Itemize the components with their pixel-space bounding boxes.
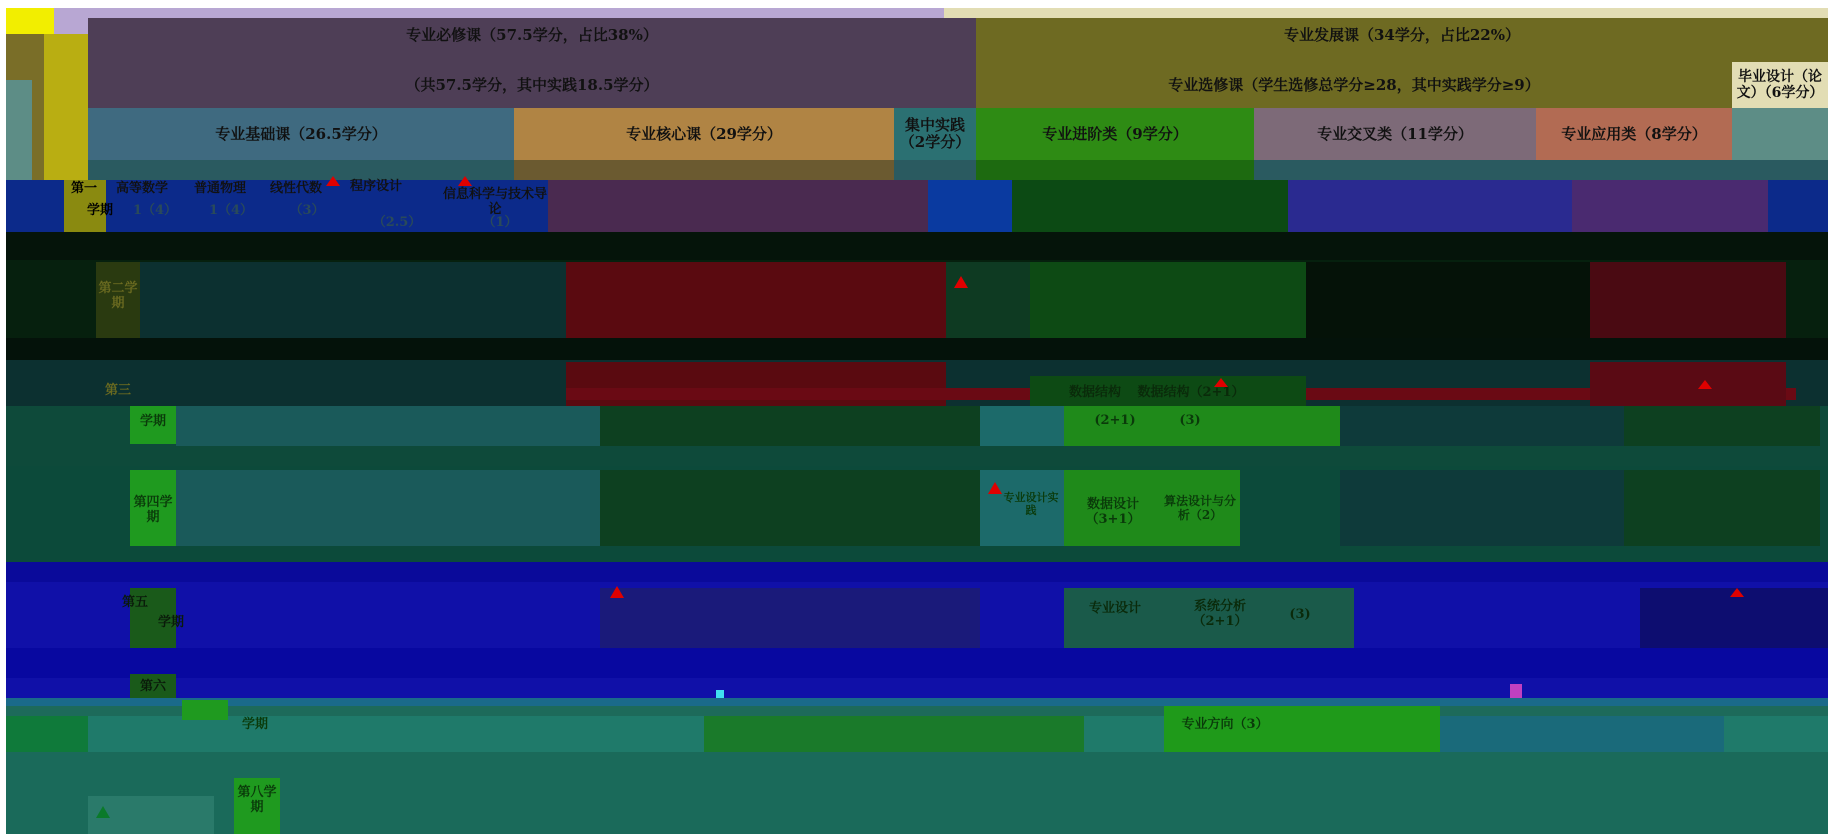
sem6-cross	[1440, 716, 1724, 752]
glitch-magenta-bar	[1510, 684, 1522, 698]
sem3-marker-icon	[1214, 378, 1228, 387]
sem5-label-a: 第五	[121, 594, 148, 610]
sem1-course-2: 线性代数	[269, 180, 322, 196]
sem1-band-navy	[928, 180, 1012, 232]
sem4-label: 第四学期	[133, 495, 173, 525]
sem3-applied	[1590, 362, 1786, 406]
elective-title: 专业选修课（学生选修总学分≥28，其中实践学分≥9）	[1168, 75, 1540, 94]
sem5-cell-a: 专业设计	[1088, 600, 1141, 616]
sem5-core	[600, 588, 980, 648]
sem3-cell-a: 数据结构	[1068, 384, 1121, 400]
sem1-stub-label: 第一	[70, 180, 97, 196]
sem5-applied-marker-icon	[1730, 588, 1744, 597]
sem8-label: 第八学期	[237, 785, 277, 815]
sem4-cross	[1340, 470, 1624, 546]
category-strip-green	[976, 160, 1254, 180]
sem2-core-marker-icon	[954, 276, 968, 288]
sem6-core	[704, 716, 1084, 752]
sem3b-teal	[176, 406, 600, 446]
category-grad-bg	[1732, 108, 1828, 160]
sem1-course-0: 高等数学	[115, 180, 168, 196]
sem4-cell-a: 专业设计实践	[1003, 491, 1059, 517]
corner-yellow-cell	[6, 8, 54, 34]
sem4-cell-c: 算法设计与分析（2）	[1163, 494, 1236, 522]
sem1-band-purple-2	[1572, 180, 1768, 232]
sem2-label: 第二学期	[98, 281, 138, 311]
category-practice: 集中实践（2学分）	[899, 116, 971, 151]
sem6-green-stub	[182, 700, 228, 720]
sem6-strip-top	[6, 698, 1828, 706]
sem5-applied	[1640, 588, 1828, 648]
sem6-label-a: 第六	[139, 678, 166, 694]
sem1-band-purple-1	[548, 180, 928, 232]
sem1-credit-4: （1）	[482, 214, 518, 230]
sem1-credit-1: 1（4）	[208, 202, 254, 218]
required-title: 专业必修课（57.5学分，占比38%）	[406, 25, 658, 44]
sem5-core-marker-icon	[610, 586, 624, 598]
sem4-basic	[176, 470, 600, 546]
required-credits: （共57.5学分，其中实践18.5学分）	[405, 75, 659, 94]
category-applied: 专业应用类（8学分）	[1561, 124, 1707, 143]
category-strip-core	[514, 160, 894, 180]
sem1-band-blue	[1288, 180, 1572, 232]
sem1-band-green	[1012, 180, 1288, 232]
yellow-column	[44, 34, 88, 180]
sem4-cell-b: 数据设计（3+1）	[1085, 497, 1141, 527]
sem2-advanced	[1030, 262, 1306, 338]
sem1-course-4: 信息科学与技术导论	[442, 187, 547, 217]
sem2-basic	[140, 262, 566, 338]
sem3-cell-b: 数据结构（2+1）	[1137, 384, 1245, 400]
separator-black-1	[6, 232, 1828, 260]
sem2-applied	[1590, 262, 1786, 338]
sem2-cross	[1306, 262, 1590, 338]
sem3b-cross	[1340, 406, 1624, 446]
sem2-practice	[946, 262, 1030, 338]
sem6-cell-a: 专业方向（3）	[1181, 716, 1269, 732]
sem5-darker	[6, 648, 1828, 678]
sem1-course-1: 普通物理	[193, 180, 246, 196]
category-core: 专业核心课（29学分）	[626, 124, 782, 143]
sem1-sub-label: 学期	[86, 202, 113, 218]
category-basic: 专业基础课（26.5学分）	[215, 124, 387, 143]
sem5-label-b: 学期	[157, 614, 184, 630]
category-advanced: 专业进阶类（9学分）	[1042, 124, 1188, 143]
sem3b-cell-d: (3)	[1179, 412, 1201, 428]
sem3b-label: 学期	[139, 413, 166, 429]
sem3-label: 第三	[104, 382, 131, 398]
sem1-credit-0: 1（4）	[132, 202, 178, 218]
separator-black-2	[6, 338, 1828, 360]
sem1-credit-3: （2.5）	[372, 214, 422, 230]
sem4-applied	[1624, 470, 1820, 546]
sem4-core	[600, 470, 980, 546]
sem6-label-b: 学期	[241, 716, 268, 732]
sem3b-teal2	[980, 406, 1064, 446]
sem7-marker-icon	[96, 806, 110, 818]
sem2-core	[566, 262, 946, 338]
sem5-cell-c: (3)	[1289, 606, 1311, 622]
sem3b-cell-c: (2+1)	[1094, 412, 1136, 428]
sem1-course-3: 程序设计	[349, 178, 402, 194]
sem3b-green-dark	[600, 406, 980, 446]
glitch-cyan-dot	[716, 690, 724, 698]
sem5-cell-b: 系统分析（2+1）	[1192, 599, 1248, 629]
development-title: 专业发展课（34学分，占比22%）	[1283, 25, 1520, 44]
sem3-applied-marker-icon	[1698, 380, 1712, 389]
category-cross: 专业交叉类（11学分）	[1317, 124, 1473, 143]
sem3b-applied	[1624, 406, 1820, 446]
sem5-band	[6, 562, 1828, 582]
left-edge-teal	[6, 80, 32, 180]
graduation-title: 毕业设计（论文）（6学分）	[1736, 69, 1824, 101]
sem1-credit-2: （3）	[289, 202, 325, 218]
